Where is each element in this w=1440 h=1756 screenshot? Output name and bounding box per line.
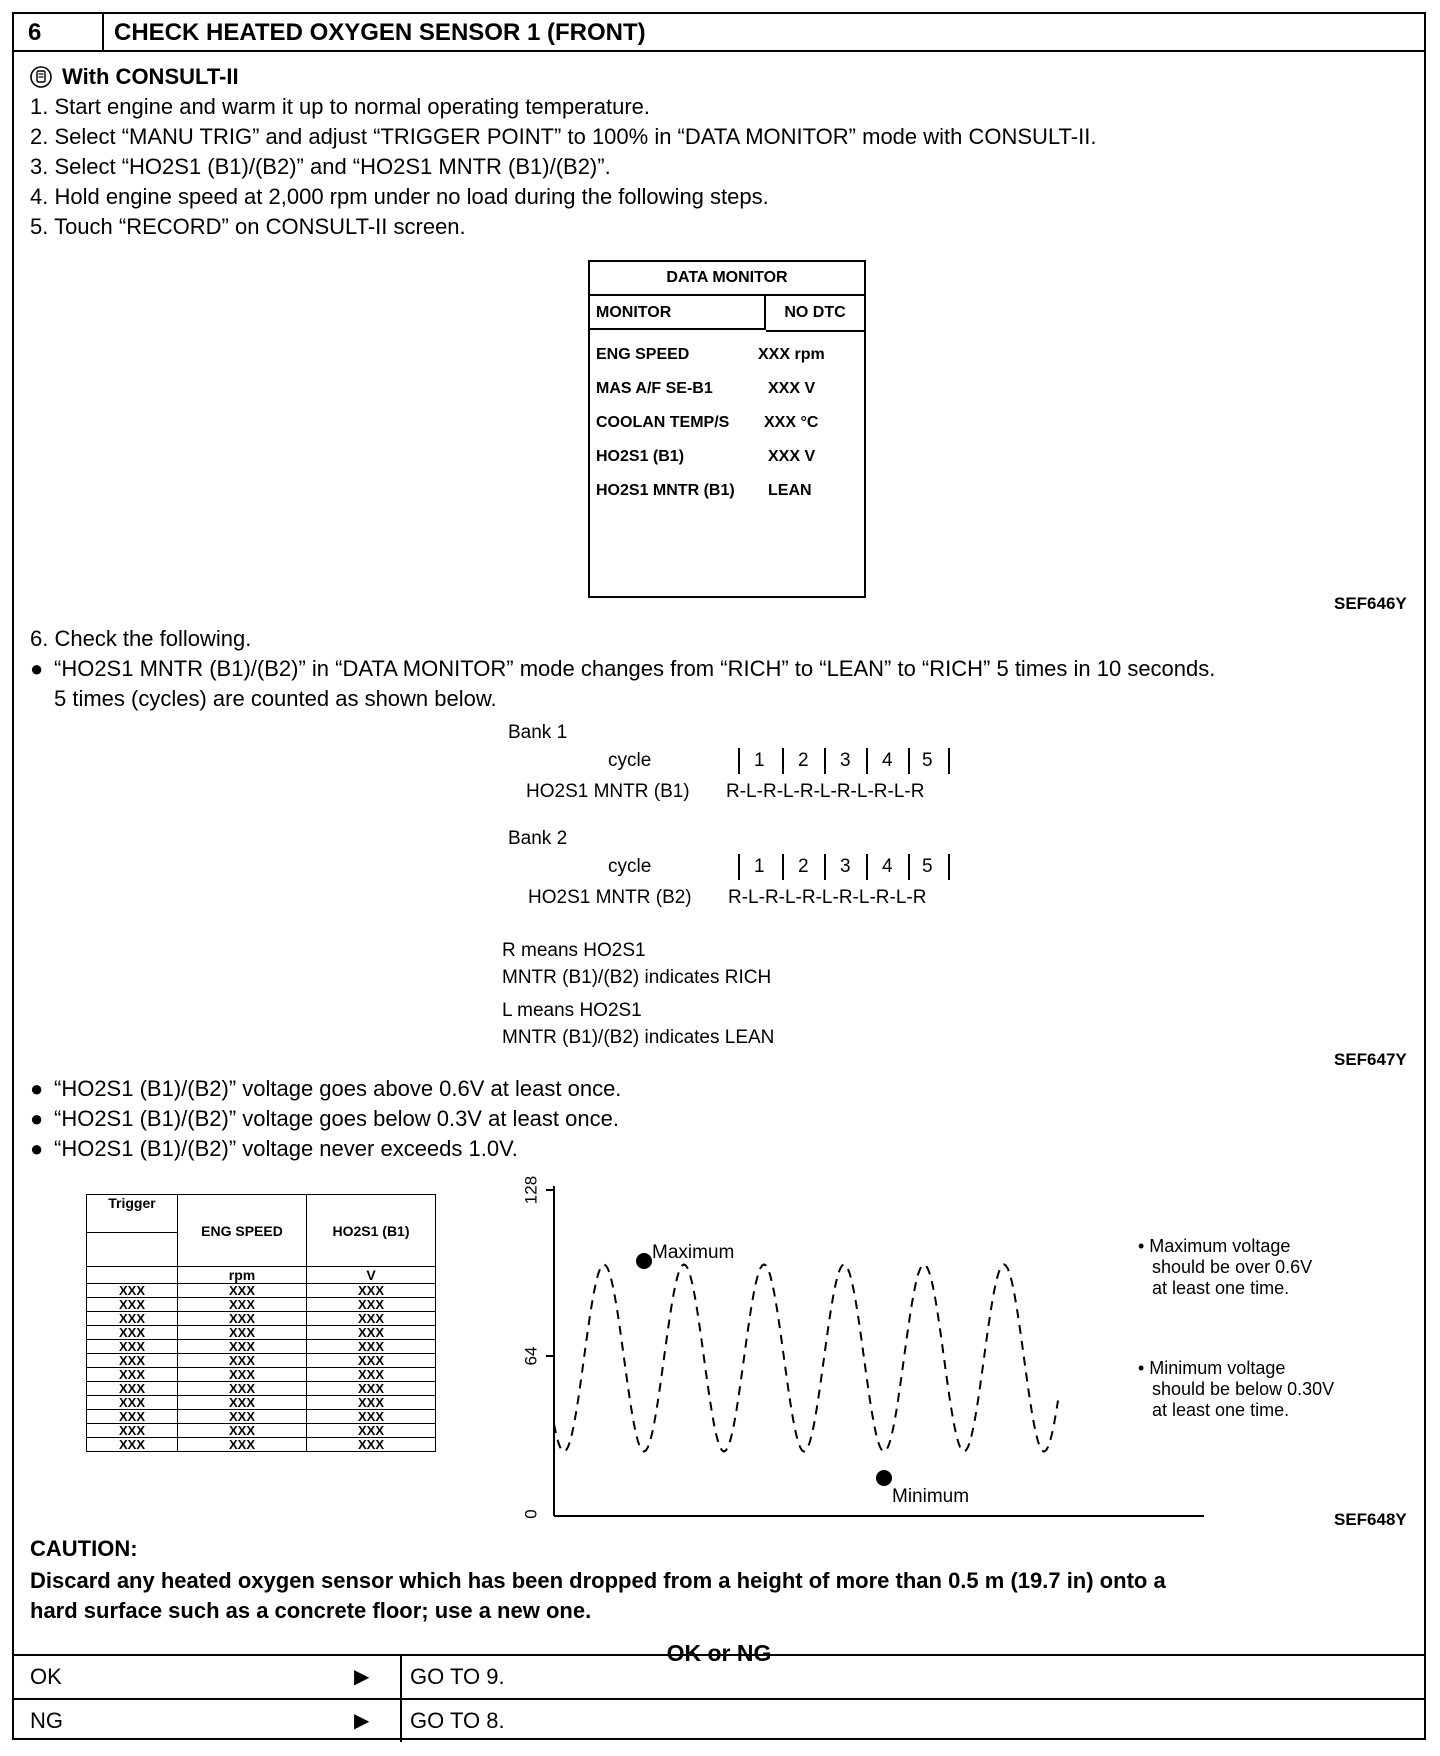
table-cell: XXX <box>178 1326 307 1340</box>
voltage-trace <box>554 1264 1058 1451</box>
trigger-header-blank <box>87 1233 178 1267</box>
table-row <box>87 1424 436 1438</box>
table-cell: XXX <box>87 1354 178 1368</box>
dm-row-value: XXX rpm <box>758 346 825 363</box>
table-cell: XXX <box>307 1424 436 1438</box>
note-max-line: should be over 0.6V <box>1152 1257 1313 1277</box>
table-cell: XXX <box>307 1284 436 1298</box>
cycle-number: 2 <box>798 750 809 771</box>
step-2: 2. Select “MANU TRIG” and adjust “TRIGGER POINT” to 100% in “DATA MONITOR” mode with CONSULT-II. <box>30 124 1097 149</box>
table-row <box>87 1354 436 1368</box>
figure-code-sef647y: SEF647Y <box>1334 1050 1407 1069</box>
cycle-divider <box>824 748 826 774</box>
table-cell: XXX <box>178 1382 307 1396</box>
cycle-divider <box>948 854 950 880</box>
table-cell: XXX <box>87 1396 178 1410</box>
table-cell: XXX <box>178 1410 307 1424</box>
cycle-divider <box>908 748 910 774</box>
maximum-point <box>636 1253 652 1269</box>
result-heading: OK or NG <box>666 1640 772 1666</box>
ok-label: OK <box>30 1664 62 1689</box>
note-maximum <box>1138 1236 1312 1299</box>
cycle-number: 1 <box>754 856 765 877</box>
bullet-1-line2: 5 times (cycles) are counted as shown below. <box>54 686 497 711</box>
table-cell: XXX <box>178 1312 307 1326</box>
maximum-label: Maximum <box>652 1242 735 1263</box>
table-row <box>87 1396 436 1410</box>
trigger-table <box>86 1194 436 1452</box>
bank1-label: Bank 1 <box>508 722 568 743</box>
legend-r-line2: MNTR (B1)/(B2) indicates RICH <box>502 967 772 988</box>
note-min-line: • Minimum voltage <box>1138 1358 1286 1378</box>
table-row <box>87 1410 436 1424</box>
table-row <box>87 1326 436 1340</box>
note-max-line: • Maximum voltage <box>1138 1236 1291 1256</box>
step-number: 6 <box>14 14 104 52</box>
trigger-header: Trigger <box>87 1195 178 1233</box>
cycle-number: 5 <box>922 856 933 877</box>
legend-l-line2: MNTR (B1)/(B2) indicates LEAN <box>502 1027 775 1048</box>
voltage-bullet-3: “HO2S1 (B1)/(B2)” voltage never exceeds 1.0V. <box>54 1136 518 1161</box>
table-cell: XXX <box>307 1340 436 1354</box>
table-row <box>87 1340 436 1354</box>
table-cell: XXX <box>87 1410 178 1424</box>
ho2s1-unit: V <box>307 1267 436 1284</box>
dm-row-label: MAS A/F SE-B1 <box>596 380 713 397</box>
table-cell: XXX <box>87 1312 178 1326</box>
dm-row-value: XXX °C <box>764 414 819 431</box>
figure-code-sef648y: SEF648Y <box>1334 1510 1407 1529</box>
table-row <box>87 1382 436 1396</box>
table-row <box>87 1298 436 1312</box>
table-cell: XXX <box>307 1438 436 1452</box>
trigger-table-wrap <box>86 1194 436 1452</box>
table-cell: XXX <box>307 1312 436 1326</box>
table-cell: XXX <box>178 1298 307 1312</box>
note-min-line: should be below 0.30V <box>1152 1379 1335 1399</box>
table-cell: XXX <box>307 1382 436 1396</box>
trigger-unit-blank <box>87 1267 178 1284</box>
table-cell: XXX <box>178 1438 307 1452</box>
cycle-number: 2 <box>798 856 809 877</box>
consult-heading-row <box>30 62 239 92</box>
cycle-divider <box>738 854 740 880</box>
caution-title: CAUTION: <box>30 1536 138 1561</box>
cycle-divider <box>782 748 784 774</box>
dm-row-label: ENG SPEED <box>596 346 690 363</box>
cycle-number: 1 <box>754 750 765 771</box>
caution-line2: hard surface such as a concrete floor; use a new one. <box>30 1598 592 1623</box>
ng-divider <box>400 1700 402 1742</box>
data-monitor-col-monitor: MONITOR <box>590 296 766 330</box>
arrow-right-icon: ▶ <box>354 1666 370 1688</box>
table-row <box>87 1438 436 1452</box>
data-monitor-screen <box>588 260 866 598</box>
minimum-point <box>876 1470 892 1486</box>
consult-tool-icon <box>30 66 52 88</box>
bank2-cycle-label: cycle <box>608 856 652 877</box>
caution-line1: Discard any heated oxygen sensor which has been dropped from a height of more than 0.5 m (19.7 in) onto a <box>30 1568 1166 1593</box>
table-cell: XXX <box>87 1340 178 1354</box>
cycle-number: 4 <box>882 750 893 771</box>
cycle-divider <box>824 854 826 880</box>
dm-row-label: HO2S1 MNTR (B1) <box>596 482 735 499</box>
ho2s1-voltage-waveform <box>514 1176 1214 1530</box>
table-cell: XXX <box>307 1298 436 1312</box>
cycle-number: 5 <box>922 750 933 771</box>
eng-speed-header: ENG SPEED <box>178 1195 307 1267</box>
y-tick-label-0: 0 <box>521 1509 541 1519</box>
dm-row-value: XXX V <box>768 448 816 465</box>
table-row <box>87 1284 436 1298</box>
data-monitor-col-status: NO DTC <box>766 296 864 332</box>
cycle-divider <box>866 854 868 880</box>
table-cell: XXX <box>87 1368 178 1382</box>
table-cell: XXX <box>307 1410 436 1424</box>
voltage-bullet-1: “HO2S1 (B1)/(B2)” voltage goes above 0.6V at least once. <box>54 1076 622 1101</box>
table-cell: XXX <box>307 1396 436 1410</box>
cycle-divider <box>908 854 910 880</box>
table-cell: XXX <box>87 1438 178 1452</box>
cycle-divider <box>738 748 740 774</box>
consult-heading: With CONSULT-II <box>62 64 239 89</box>
table-cell: XXX <box>307 1326 436 1340</box>
bullet-dot: ● <box>30 1076 44 1101</box>
cycle-divider <box>782 854 784 880</box>
step-title: CHECK HEATED OXYGEN SENSOR 1 (FRONT) <box>104 14 1424 52</box>
step-3: 3. Select “HO2S1 (B1)/(B2)” and “HO2S1 MNTR (B1)/(B2)”. <box>30 154 611 179</box>
arrow-right-icon: ▶ <box>354 1710 370 1732</box>
figure-code-sef646y: SEF646Y <box>1334 594 1407 613</box>
cycle-number: 4 <box>882 856 893 877</box>
ho2s1-header: HO2S1 (B1) <box>307 1195 436 1267</box>
table-cell: XXX <box>87 1284 178 1298</box>
cycle-number: 3 <box>840 856 851 877</box>
dm-row-value: LEAN <box>768 482 812 499</box>
table-cell: XXX <box>178 1424 307 1438</box>
y-tick-label-64: 64 <box>521 1346 541 1366</box>
dm-row-value: XXX V <box>768 380 816 397</box>
bank2-signal-label: HO2S1 MNTR (B2) <box>528 887 692 908</box>
eng-speed-unit: rpm <box>178 1267 307 1284</box>
bullet-1-line1: “HO2S1 MNTR (B1)/(B2)” in “DATA MONITOR” mode changes from “RICH” to “LEAN” to “RICH” 5 times in 10 seconds. <box>54 656 1216 681</box>
table-cell: XXX <box>178 1340 307 1354</box>
table-cell: XXX <box>87 1298 178 1312</box>
ok-divider <box>400 1656 402 1698</box>
table-cell: XXX <box>178 1284 307 1298</box>
bullet-dot: ● <box>30 1106 44 1131</box>
procedure-frame <box>12 12 1426 1740</box>
table-row <box>87 1368 436 1382</box>
result-ok-row <box>14 1654 1424 1698</box>
bank1-sequence: R-L-R-L-R-L-R-L-R-L-R <box>726 781 925 802</box>
bullet-1-dot: ● <box>30 656 44 681</box>
note-minimum <box>1138 1358 1334 1421</box>
bullet-dot: ● <box>30 1136 44 1161</box>
y-tick-label-128: 128 <box>521 1176 541 1205</box>
table-cell: XXX <box>178 1354 307 1368</box>
table-cell: XXX <box>307 1354 436 1368</box>
table-cell: XXX <box>307 1368 436 1382</box>
table-row <box>87 1312 436 1326</box>
cycle-number: 3 <box>840 750 851 771</box>
table-cell: XXX <box>178 1368 307 1382</box>
bank1-cycle-label: cycle <box>608 750 652 771</box>
dm-row-label: HO2S1 (B1) <box>596 448 685 465</box>
ok-action: GO TO 9. <box>410 1664 505 1689</box>
legend-l-line1: L means HO2S1 <box>502 1000 642 1021</box>
step-6: 6. Check the following. <box>30 626 252 651</box>
step-4: 4. Hold engine speed at 2,000 rpm under no load during the following steps. <box>30 184 769 209</box>
table-cell: XXX <box>178 1396 307 1410</box>
bank1-signal-label: HO2S1 MNTR (B1) <box>526 781 690 802</box>
step-5: 5. Touch “RECORD” on CONSULT-II screen. <box>30 214 466 239</box>
table-cell: XXX <box>87 1424 178 1438</box>
bank2-sequence: R-L-R-L-R-L-R-L-R-L-R <box>728 887 927 908</box>
data-monitor-title: DATA MONITOR <box>590 262 864 296</box>
minimum-label: Minimum <box>892 1486 970 1507</box>
ng-action: GO TO 8. <box>410 1708 505 1733</box>
voltage-bullet-2: “HO2S1 (B1)/(B2)” voltage goes below 0.3V at least once. <box>54 1106 619 1131</box>
table-cell: XXX <box>87 1382 178 1396</box>
result-ng-row <box>14 1698 1424 1742</box>
note-min-line: at least one time. <box>1152 1400 1290 1420</box>
table-cell: XXX <box>87 1326 178 1340</box>
note-max-line: at least one time. <box>1152 1278 1290 1298</box>
cycle-divider <box>948 748 950 774</box>
legend-r-line1: R means HO2S1 <box>502 940 646 961</box>
cycle-divider <box>866 748 868 774</box>
ng-label: NG <box>30 1708 63 1733</box>
dm-row-label: COOLAN TEMP/S <box>596 414 730 431</box>
step-1: 1. Start engine and warm it up to normal operating temperature. <box>30 94 651 119</box>
bank2-label: Bank 2 <box>508 828 568 849</box>
